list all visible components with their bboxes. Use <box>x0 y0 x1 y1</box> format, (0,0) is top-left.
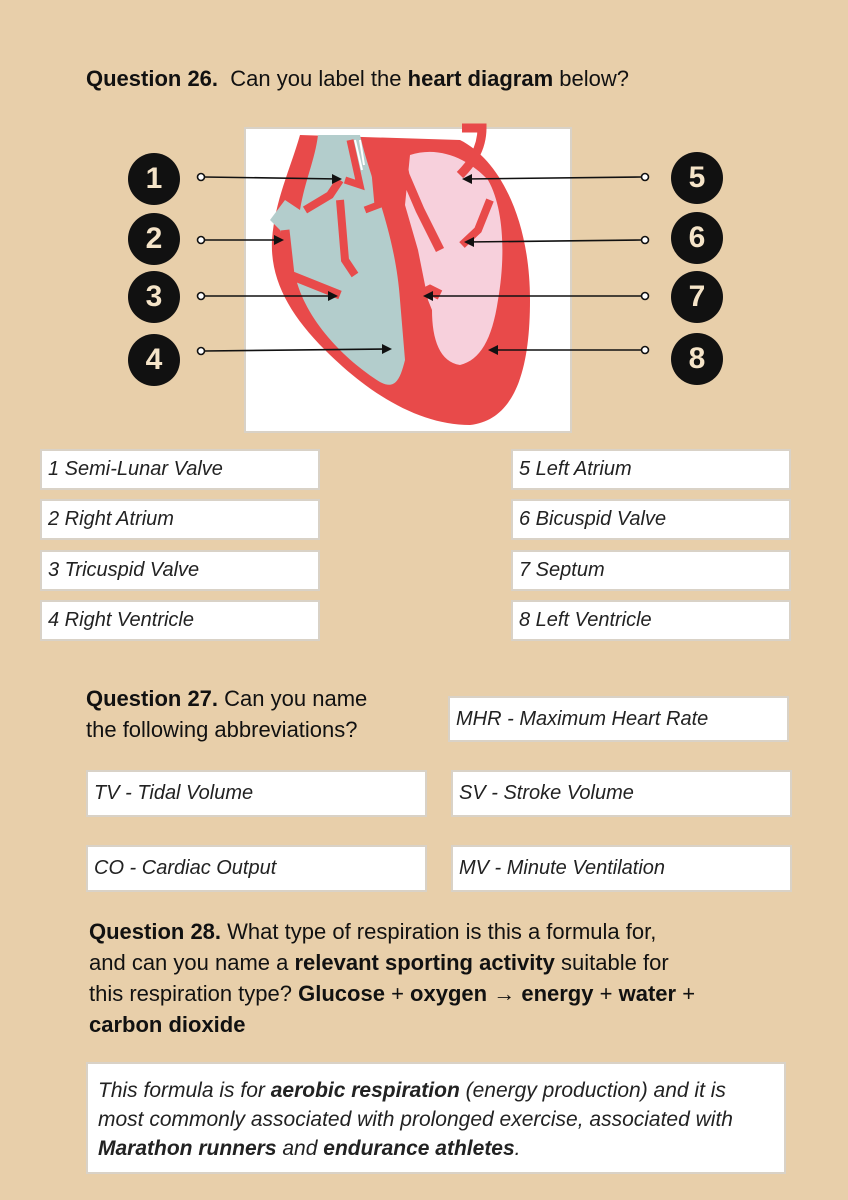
formula-carbon-dioxide: carbon dioxide <box>89 1012 246 1037</box>
pointer-dot-5 <box>642 174 649 181</box>
question-27-heading <box>86 683 426 745</box>
question-28-text-a: What type of respiration is this a formula for, <box>227 919 657 944</box>
answer-5-field[interactable]: 5 Left Atrium <box>511 449 791 490</box>
tv-answer-field[interactable]: TV - Tidal Volume <box>86 770 427 817</box>
answer-28-endurance: endurance athletes <box>323 1137 515 1160</box>
question-26-label: Question 26. <box>86 66 219 91</box>
formula-oxygen: oxygen <box>410 981 488 1006</box>
question-28-heading <box>89 916 789 1040</box>
formula-water: water <box>618 981 677 1006</box>
question-27-label: Question 27. <box>86 686 219 711</box>
pointer-dot-3 <box>198 293 205 300</box>
marker-6: 6 <box>671 212 723 264</box>
mv-answer-field[interactable]: MV - Minute Ventilation <box>451 845 792 892</box>
marker-1: 1 <box>128 153 180 205</box>
answer-28-part-a: This formula is for <box>98 1079 265 1102</box>
answer-1-field[interactable]: 1 Semi-Lunar Valve <box>40 449 320 490</box>
marker-5: 5 <box>671 152 723 204</box>
pointer-dot-2 <box>198 237 205 244</box>
question-26-text-a: Can you label the <box>230 66 402 91</box>
answer-3-field[interactable]: 3 Tricuspid Valve <box>40 550 320 591</box>
question-28-text-d: this respiration type? <box>89 981 292 1006</box>
answer-6-field[interactable]: 6 Bicuspid Valve <box>511 499 791 540</box>
formula-plus-1: + <box>391 981 404 1006</box>
answer-28-part-e: and <box>282 1137 318 1160</box>
sv-answer-field[interactable]: SV - Stroke Volume <box>451 770 792 817</box>
marker-4: 4 <box>128 334 180 386</box>
question-28-text-c: suitable for <box>561 950 669 975</box>
question-26-text-b: below? <box>559 66 629 91</box>
marker-3: 3 <box>128 271 180 323</box>
question-28-text-b: and can you name a <box>89 950 289 975</box>
answer-28-aerobic: aerobic respiration <box>270 1079 460 1102</box>
answer-28-period: . <box>514 1137 521 1160</box>
pointer-dot-4 <box>198 348 205 355</box>
pointer-dot-1 <box>198 174 205 181</box>
question-27-line-2: the following abbreviations? <box>86 717 358 742</box>
marker-8: 8 <box>671 333 723 385</box>
formula-energy: energy <box>521 981 594 1006</box>
question-28-answer-field[interactable] <box>86 1062 786 1174</box>
answer-4-field[interactable]: 4 Right Ventricle <box>40 600 320 641</box>
formula-arrow: → <box>493 981 516 1006</box>
formula-plus-2: + <box>599 981 613 1006</box>
pointer-dot-8 <box>642 347 649 354</box>
co-answer-field[interactable]: CO - Cardiac Output <box>86 845 427 892</box>
answer-28-marathon: Marathon runners <box>98 1137 277 1160</box>
pointer-dot-6 <box>642 237 649 244</box>
marker-2: 2 <box>128 213 180 265</box>
mhr-answer-field[interactable]: MHR - Maximum Heart Rate <box>448 696 789 742</box>
question-28-label: Question 28. <box>89 919 222 944</box>
answer-8-field[interactable]: 8 Left Ventricle <box>511 600 791 641</box>
question-27-line-1: Can you name <box>224 686 368 711</box>
answer-28-part-c: (energy production) and it is most commonly associated with prolonged exercise, associated with <box>98 1079 733 1131</box>
marker-7: 7 <box>671 271 723 323</box>
question-28-bold-1: relevant sporting activity <box>294 950 555 975</box>
pointer-dot-7 <box>642 293 649 300</box>
formula-glucose: Glucose <box>298 981 385 1006</box>
formula-plus-3: + <box>682 981 696 1006</box>
answer-2-field[interactable]: 2 Right Atrium <box>40 499 320 540</box>
question-26-bold: heart diagram <box>407 66 554 91</box>
answer-7-field[interactable]: 7 Septum <box>511 550 791 591</box>
